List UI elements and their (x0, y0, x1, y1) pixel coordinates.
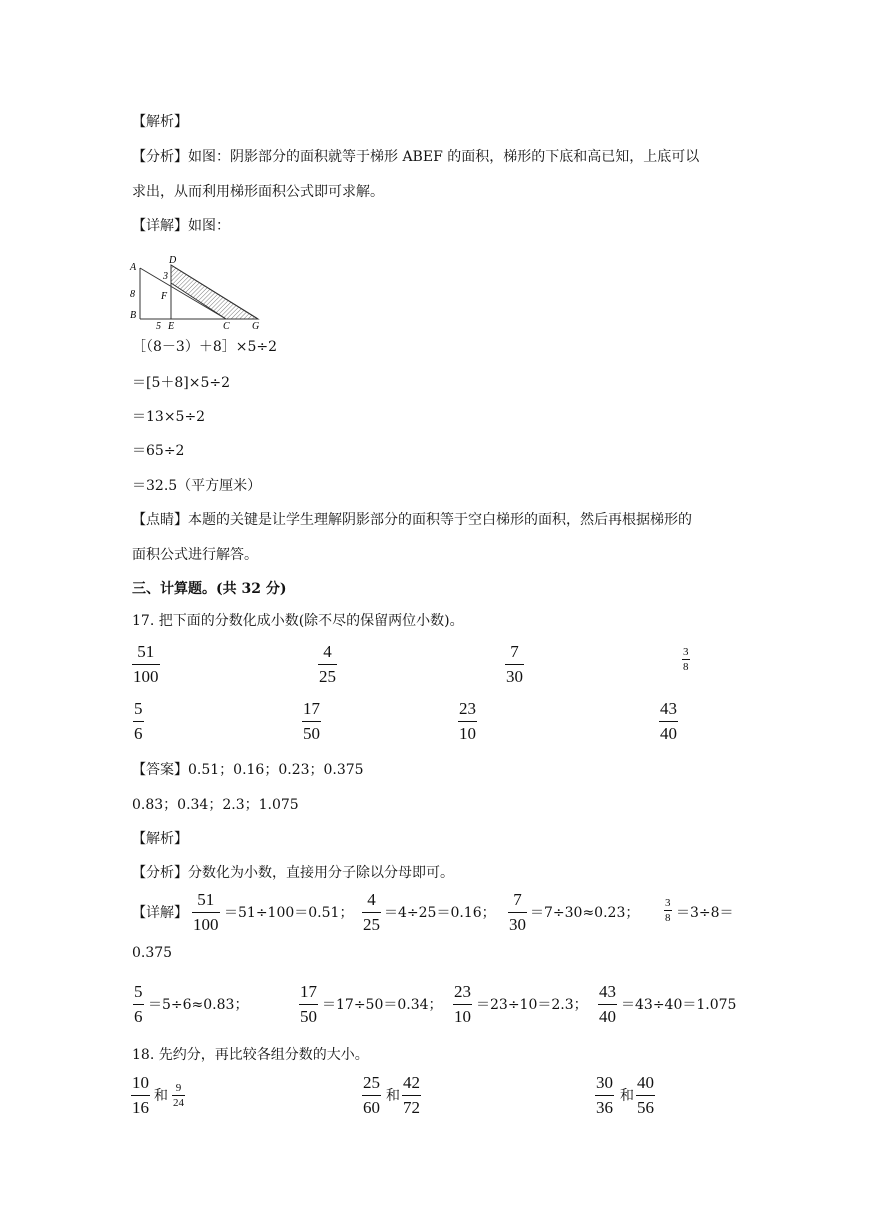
comment-1: 【点睛】本题的关键是让学生理解阴影部分的面积等于空白梯形的面积，然后再根据梯形的 (132, 512, 692, 528)
q18-pair-3-connector: 和 (620, 1088, 634, 1104)
q18-pair-3-right: 40 56 (637, 1073, 654, 1117)
q17-detail-fraction-5: 5 6 (134, 982, 143, 1026)
calc-line-3: ＝13×5÷2 (132, 409, 206, 425)
label-B: B (130, 310, 137, 321)
analysis-text-1: 【分析】如图：阴影部分的面积就等于梯形 ABEF 的面积，梯形的下底和高已知，上底可以 (132, 149, 700, 165)
calc-line-2: ＝[5＋8]×5÷2 (132, 375, 231, 391)
q17-fraction-6: 17 50 (303, 699, 320, 743)
q17-detail-text-4: ＝3÷8＝ (676, 905, 734, 921)
label-A: A (130, 262, 137, 273)
q17-fraction-5: 5 6 (134, 699, 143, 743)
label-D: D (169, 255, 177, 266)
q17-fraction-4: 3 8 (683, 646, 689, 673)
q17-detail-fraction-8: 43 40 (599, 982, 616, 1026)
q18-pair-3-left: 30 36 (596, 1073, 613, 1117)
q17-detail-text-1: ＝51÷100＝0.51； (224, 905, 354, 921)
q17-detail-wrap: 0.375 (132, 945, 173, 961)
section-title: 三、计算题。(共 32 分) (132, 581, 287, 597)
label-5: 5 (156, 321, 161, 332)
label-8: 8 (130, 289, 135, 300)
q17-fraction-1: 51 100 (133, 642, 159, 686)
label-C: C (223, 321, 230, 332)
q17-detail-text-5: ＝5÷6≈0.83； (148, 997, 249, 1013)
label-E: E (168, 321, 175, 332)
label-3: 3 (163, 271, 168, 282)
q17-detail-text-7: ＝23÷10＝2.3； (476, 997, 588, 1013)
q17-fraction-2: 4 25 (319, 642, 336, 686)
q17-detail-fraction-7: 23 10 (454, 982, 471, 1026)
label-F: F (161, 291, 168, 302)
q17-detail-text-8: ＝43÷40＝1.075 (621, 997, 737, 1013)
q18-pair-2-left: 25 60 (363, 1073, 380, 1117)
q17-detail-text-6: ＝17÷50＝0.34； (322, 997, 443, 1013)
detail-heading: 【详解】如图： (132, 218, 230, 234)
q18-pair-1-connector: 和 (154, 1088, 168, 1104)
q17-detail-fraction-1: 51 100 (193, 890, 219, 934)
q17-answer-1: 【答案】0.51；0.16；0.23；0.375 (132, 762, 364, 778)
trapezoid-figure (126, 254, 266, 332)
q17-fraction-8: 43 40 (660, 699, 677, 743)
label-G: G (252, 321, 260, 332)
q17-fraction-3: 7 30 (506, 642, 523, 686)
calc-line-5: ＝32.5（平方厘米） (132, 478, 262, 494)
q17-answer-2: 0.83；0.34；2.3；1.075 (132, 797, 299, 813)
q17-detail-text-2: ＝4÷25＝0.16； (384, 905, 496, 921)
analysis-heading: 【解析】 (132, 114, 188, 130)
q17-detail-fraction-4: 3 8 (665, 897, 671, 924)
q17-analysis: 【分析】分数化为小数，直接用分子除以分母即可。 (132, 865, 454, 881)
q17-detail-fraction-6: 17 50 (300, 982, 317, 1026)
q18-pair-1-right: 9 24 (173, 1082, 184, 1109)
q18-pair-2-connector: 和 (386, 1088, 400, 1104)
q18-pair-2-right: 42 72 (403, 1073, 420, 1117)
analysis-text-2: 求出，从而利用梯形面积公式即可求解。 (132, 184, 384, 200)
q18-title: 18. 先约分，再比较各组分数的大小。 (132, 1047, 369, 1063)
calc-line-1: ［（8－3）＋8］×5÷2 (132, 339, 277, 355)
q17-detail-fraction-3: 7 30 (509, 890, 526, 934)
q17-detail-fraction-2: 4 25 (363, 890, 380, 934)
calc-line-4: ＝65÷2 (132, 443, 185, 459)
q17-fraction-7: 23 10 (459, 699, 476, 743)
q17-detail-text-3: ＝7÷30≈0.23； (530, 905, 640, 921)
q17-title: 17. 把下面的分数化成小数(除不尽的保留两位小数)。 (132, 613, 464, 629)
q17-analysis-heading: 【解析】 (132, 831, 188, 847)
q18-pair-1-left: 10 16 (132, 1073, 149, 1117)
q17-detail-label: 【详解】 (132, 905, 188, 921)
comment-2: 面积公式进行解答。 (132, 547, 258, 563)
